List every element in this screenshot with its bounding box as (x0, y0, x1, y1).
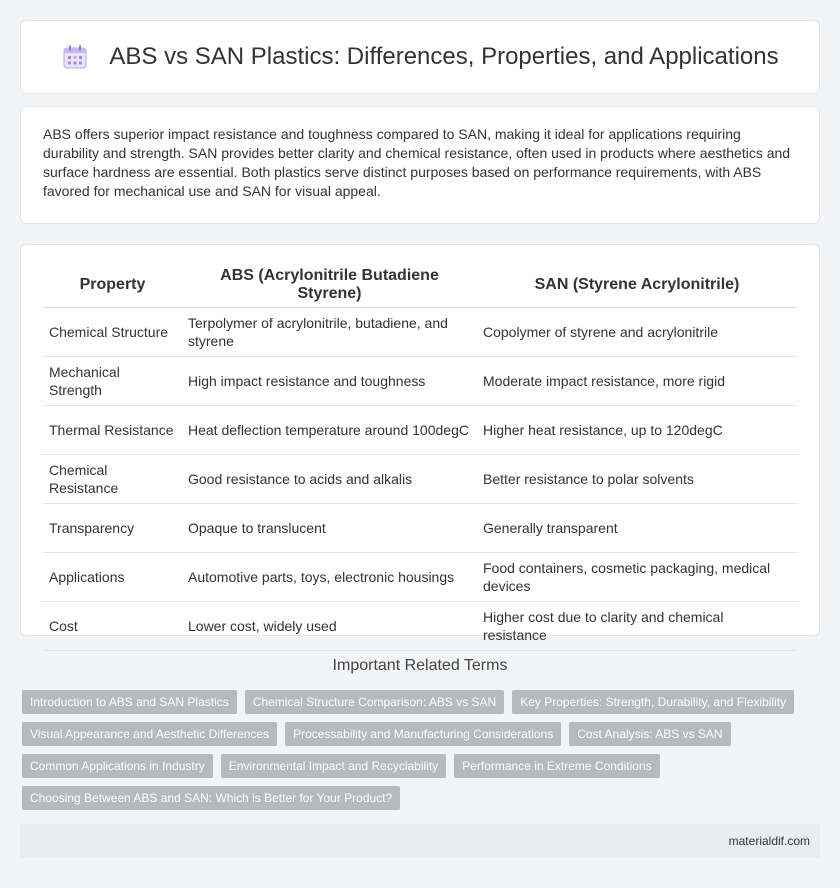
table-cell: Chemical Structure (43, 308, 182, 357)
related-term-tag[interactable]: Environmental Impact and Recyclability (221, 754, 446, 778)
related-term-tag[interactable]: Processability and Manufacturing Considerations (285, 722, 561, 746)
table-cell: High impact resistance and toughness (182, 357, 477, 406)
table-row (43, 504, 797, 553)
related-term-tag[interactable]: Key Properties: Strength, Durability, and Flexibility (512, 690, 794, 714)
related-term-tag[interactable]: Introduction to ABS and SAN Plastics (22, 690, 237, 714)
table-cell: Cost (43, 602, 182, 651)
table-cell: Thermal Resistance (43, 406, 182, 455)
table-cell: Higher cost due to clarity and chemical resistance (477, 602, 797, 651)
table-row (43, 553, 797, 602)
intro-text: ABS offers superior impact resistance and toughness compared to SAN, making it ideal for applications requiring durability and strength. SAN provides better clarity and chemical resistance, often used in products where aesthetics and surface hardness are essential. Both plastics serve distinct purposes based on performance requirements, with ABS favored for mechanical use and SAN for visual appeal. (43, 126, 791, 199)
related-term-tag[interactable]: Cost Analysis: ABS vs SAN (569, 722, 730, 746)
column-header: SAN (Styrene Acrylonitrile) (477, 265, 797, 308)
intro-card (20, 106, 820, 224)
table-cell: Chemical Resistance (43, 455, 182, 504)
table-cell: Mechanical Strength (43, 357, 182, 406)
table-cell: Higher heat resistance, up to 120degC (477, 406, 797, 455)
table-cell: Automotive parts, toys, electronic housings (182, 553, 477, 602)
table-cell: Generally transparent (477, 504, 797, 553)
comparison-table (43, 265, 797, 651)
table-cell: Transparency (43, 504, 182, 553)
related-term-tag[interactable]: Chemical Structure Comparison: ABS vs SAN (245, 690, 504, 714)
table-row (43, 455, 797, 504)
table-cell: Copolymer of styrene and acrylonitrile (477, 308, 797, 357)
table-cell: Moderate impact resistance, more rigid (477, 357, 797, 406)
table-cell: Opaque to translucent (182, 504, 477, 553)
page-title: ABS vs SAN Plastics: Differences, Properties, and Applications (109, 43, 779, 70)
table-cell: Terpolymer of acrylonitrile, butadiene, and styrene (182, 308, 477, 357)
calendar-grid-icon (61, 43, 89, 71)
table-cell: Better resistance to polar solvents (477, 455, 797, 504)
table-row (43, 308, 797, 357)
table-cell: Applications (43, 553, 182, 602)
table-cell: Good resistance to acids and alkalis (182, 455, 477, 504)
related-term-tag[interactable]: Choosing Between ABS and SAN: Which is Better for Your Product? (22, 786, 400, 810)
footer (20, 824, 820, 858)
related-term-tag[interactable]: Visual Appearance and Aesthetic Differences (22, 722, 277, 746)
table-cell: Food containers, cosmetic packaging, medical devices (477, 553, 797, 602)
table-header-row (43, 265, 797, 308)
table-cell: Lower cost, widely used (182, 602, 477, 651)
related-terms-list (22, 690, 818, 810)
column-header: Property (43, 265, 182, 308)
related-terms-title: Important Related Terms (332, 657, 508, 674)
related-term-tag[interactable]: Performance in Extreme Conditions (454, 754, 659, 778)
table-cell: Heat deflection temperature around 100degC (182, 406, 477, 455)
table-row (43, 602, 797, 651)
related-term-tag[interactable]: Common Applications in Industry (22, 754, 213, 778)
table-row (43, 406, 797, 455)
column-header: ABS (Acrylonitrile Butadiene Styrene) (182, 265, 477, 308)
comparison-table-card (20, 244, 820, 643)
footer-site-link[interactable]: materialdif.com (728, 834, 810, 848)
table-row (43, 357, 797, 406)
header-card (20, 20, 820, 94)
